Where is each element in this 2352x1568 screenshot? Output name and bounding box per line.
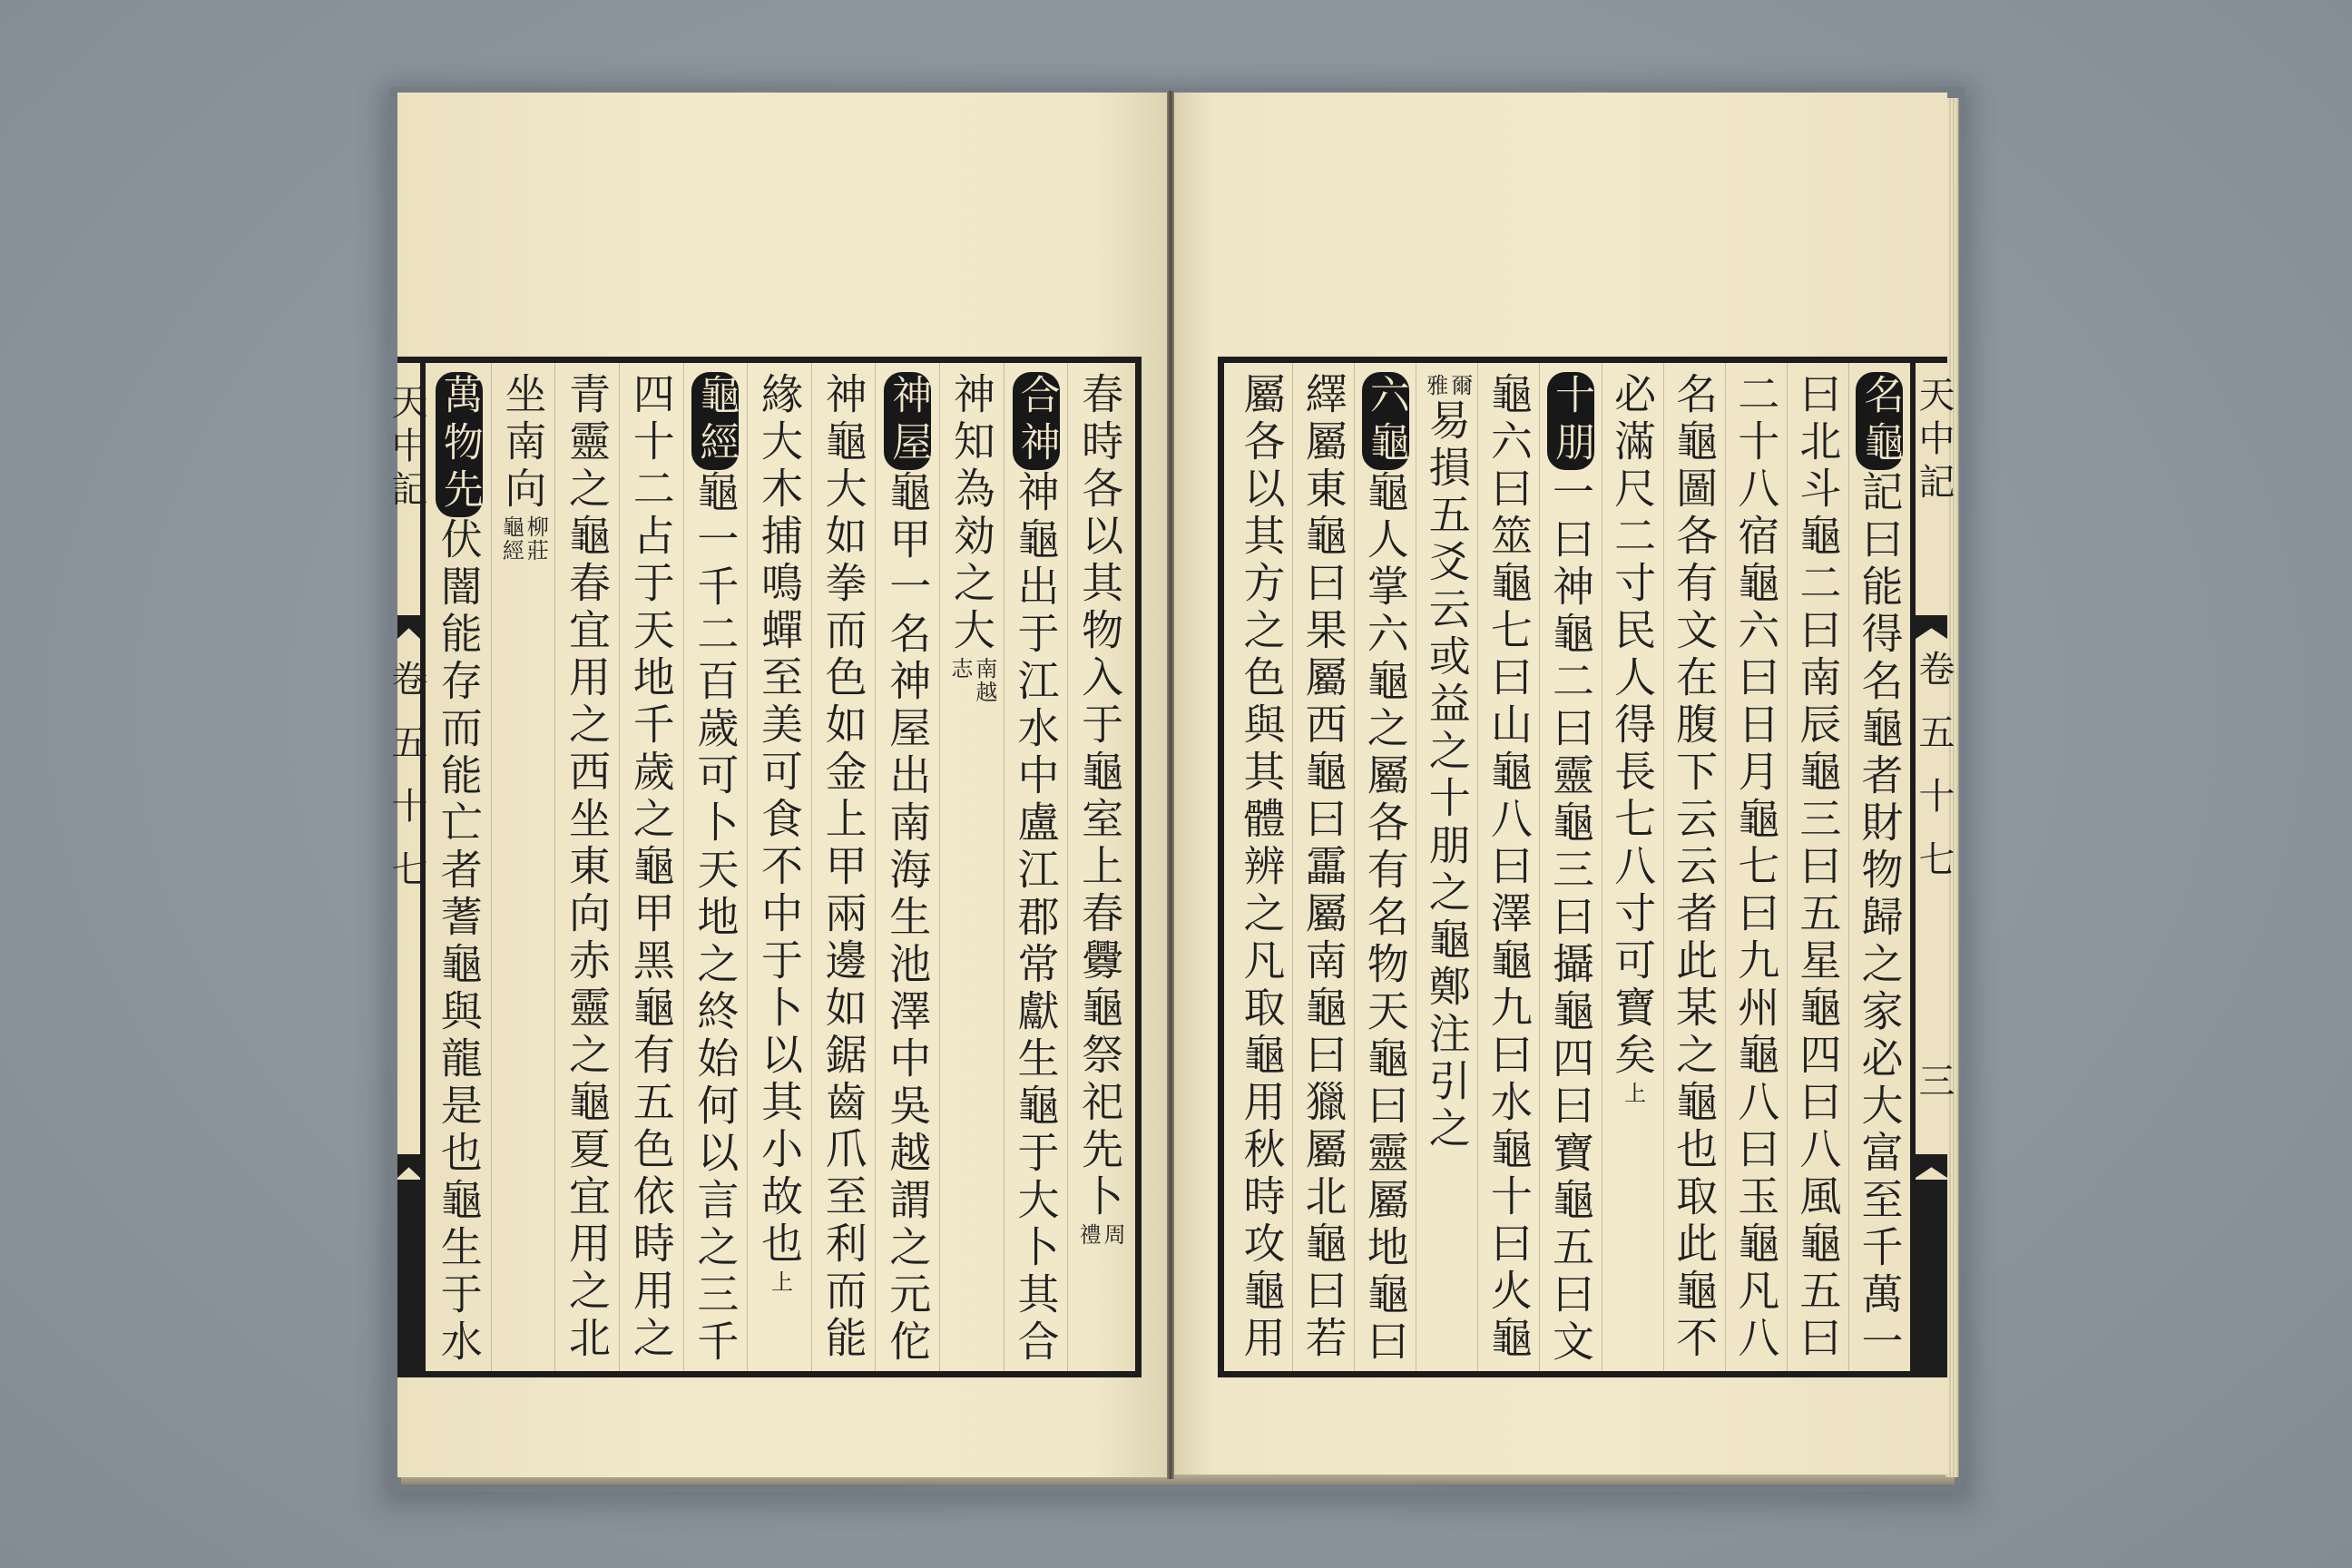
block-center-banner bbox=[1910, 363, 1955, 1371]
text-column bbox=[1539, 363, 1601, 1371]
text-columns bbox=[427, 363, 1132, 1371]
column-heading-label: 十朋 bbox=[1547, 374, 1594, 468]
column-text: 必滿尺二寸民人得長七八寸可寶矣 bbox=[1608, 372, 1658, 1080]
text-column bbox=[939, 363, 1004, 1371]
text-column bbox=[1787, 363, 1848, 1371]
text-column bbox=[1354, 363, 1416, 1371]
column-text: 神知為効之大 bbox=[946, 372, 996, 655]
interlinear-note: 柳莊龜經 bbox=[498, 515, 549, 563]
text-column bbox=[811, 363, 876, 1371]
text-column bbox=[1725, 363, 1787, 1371]
black-mouth-block bbox=[397, 1180, 420, 1371]
column-heading-label: 名龜 bbox=[1857, 374, 1904, 468]
banner-title: 天中記 bbox=[386, 383, 427, 514]
page-left bbox=[386, 93, 1169, 1477]
text-column bbox=[1292, 363, 1354, 1371]
column-text: 一曰神龜二曰靈龜三曰攝龜四曰寶龜五曰文 bbox=[1545, 470, 1595, 1367]
text-column bbox=[683, 363, 748, 1371]
column-heading-label: 萬物先 bbox=[436, 374, 483, 515]
printed-frame bbox=[386, 357, 1142, 1377]
column-text: 神龜大如拳而色如金上甲兩邊如鋸齒爪至利而能 bbox=[818, 372, 868, 1363]
page-right bbox=[1173, 93, 1955, 1475]
banner-title: 天中記 bbox=[1913, 376, 1955, 506]
banner-volume: 卷五十七 bbox=[386, 660, 427, 914]
column-text: 曰北斗龜二曰南辰龜三曰五星龜四曰八風龜五曰 bbox=[1793, 372, 1843, 1363]
column-text: 龜甲一名神屋出南海生池澤中吳越謂之元佗 bbox=[883, 470, 933, 1367]
fish-tail-mark bbox=[397, 1154, 420, 1178]
banner-volume: 卷五十七 bbox=[1913, 650, 1955, 904]
column-text: 二十八宿龜六曰日月龜七曰九州龜八曰玉龜凡八 bbox=[1731, 372, 1781, 1363]
text-column bbox=[554, 363, 619, 1371]
column-text: 記曰能得名龜者財物歸之家必大富至千萬一 bbox=[1855, 470, 1905, 1367]
fish-tail-mark bbox=[397, 615, 420, 639]
interlinear-note: 上 bbox=[1620, 1082, 1646, 1105]
column-text: 四十二占于天地千歲之龜甲黑龜有五色依時用之 bbox=[626, 372, 676, 1363]
text-column bbox=[427, 363, 491, 1371]
banner-leaf-number: 三 bbox=[1913, 1062, 1955, 1098]
column-text: 春時各以其物入于龜室上春釁龜祭祀先卜 bbox=[1075, 372, 1125, 1221]
column-text: 易損五爻云或益之十朋之龜鄭注引之 bbox=[1422, 398, 1472, 1153]
column-heading-label: 六龜 bbox=[1362, 374, 1409, 468]
column-text: 龜人掌六龜之屬各有名物天龜曰靈屬地龜曰 bbox=[1360, 470, 1410, 1367]
column-text: 名龜圖各有文在腹下云云者此某之龜也取此龜不 bbox=[1670, 372, 1720, 1363]
text-column bbox=[747, 363, 811, 1371]
text-columns bbox=[1231, 363, 1910, 1371]
column-text: 屬各以其方之色與其體辨之凡取龜用秋時攻龜用 bbox=[1237, 372, 1287, 1363]
column-text: 神龜出于江水中盧江郡常獻生龜于大卜其合 bbox=[1011, 470, 1061, 1367]
column-text: 龜一千二百歲可卜天地之終始何以言之三千 bbox=[691, 470, 740, 1367]
black-mouth-block bbox=[1916, 1180, 1947, 1371]
fish-tail-mark bbox=[1916, 1154, 1947, 1178]
text-column bbox=[1477, 363, 1539, 1371]
interlinear-note: 上 bbox=[767, 1270, 793, 1294]
text-column bbox=[1004, 363, 1068, 1371]
text-column bbox=[1663, 363, 1725, 1371]
column-text: 青靈之龜春宜用之西坐東向赤靈之龜夏宜用之北 bbox=[563, 372, 612, 1363]
fish-tail-mark bbox=[1916, 615, 1947, 639]
text-column bbox=[1231, 363, 1292, 1371]
block-center-banner bbox=[386, 363, 427, 1371]
printed-frame bbox=[1218, 357, 1955, 1377]
column-heading-label: 神屋 bbox=[885, 374, 932, 468]
column-text: 龜六曰筮龜七曰山龜八曰澤龜九曰水龜十曰火龜 bbox=[1484, 372, 1534, 1363]
column-heading-label: 合神 bbox=[1013, 374, 1060, 468]
text-column bbox=[875, 363, 939, 1371]
column-text: 伏闇能存而能亡者蓍龜與龍是也龜生于水 bbox=[434, 517, 484, 1367]
column-text: 緣大木捕鳴蟬至美可食不中于卜以其小故也 bbox=[754, 372, 804, 1269]
text-column bbox=[1067, 363, 1132, 1371]
text-column bbox=[491, 363, 555, 1371]
column-text: 繹屬東龜曰果屬西龜曰靁屬南龜曰獵屬北龜曰若 bbox=[1298, 372, 1348, 1363]
text-column bbox=[619, 363, 683, 1371]
text-column bbox=[1602, 363, 1663, 1371]
column-heading-label: 龜經 bbox=[692, 374, 740, 468]
book-spine-gutter bbox=[1167, 91, 1174, 1479]
column-text: 坐南向 bbox=[498, 372, 548, 514]
interlinear-note: 南越志 bbox=[946, 657, 997, 704]
text-column bbox=[1848, 363, 1910, 1371]
interlinear-note: 周禮 bbox=[1075, 1223, 1126, 1247]
text-column bbox=[1416, 363, 1477, 1371]
interlinear-note: 爾雅 bbox=[1422, 374, 1473, 397]
